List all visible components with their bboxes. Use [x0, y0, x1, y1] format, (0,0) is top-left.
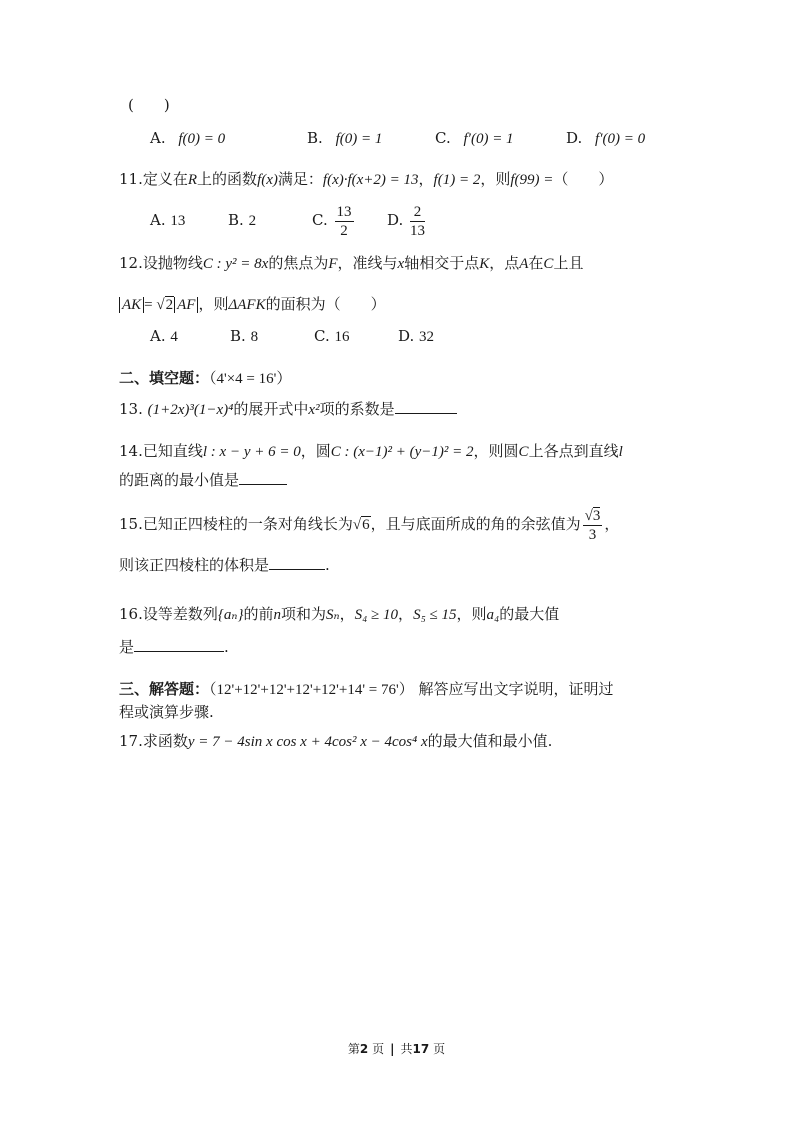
q12-stem: 12.设抛物线C : y² = 8x的焦点为F，准线与x轴相交于点K，点A在C上且 — [119, 254, 584, 272]
answer-blank[interactable] — [134, 637, 224, 652]
option-letter: B. — [307, 129, 323, 147]
abs-af: AF — [174, 297, 198, 313]
q15-stem-cont: 则该正四棱柱的体积是 . — [119, 556, 330, 574]
q10-option-a — [150, 128, 225, 149]
fraction-sqrt3-over-3: $\frac{√3}{3}$ — [584, 507, 601, 543]
q13-stem: 13. (1+2x)³(1−x)⁴的展开式中x²项的系数是 — [119, 399, 457, 420]
option-letter: C. — [435, 129, 451, 147]
abs-ak: AK — [119, 297, 144, 313]
q15-stem: 15.已知正四棱柱的一条对角线长为√6，且与底面所成的角的余弦值为 $\frac{√3}{3}$ ， — [119, 507, 620, 543]
option-expr: f(0) = 1 — [335, 131, 383, 147]
option-letter: D. — [566, 129, 583, 147]
page-number: 2 — [359, 1042, 369, 1056]
question-number: 16. — [119, 605, 143, 623]
q12-condition: AK = √2 AF ，则ΔAFK的面积为（ ） — [119, 294, 386, 315]
question-number: 12. — [119, 254, 143, 272]
section-solutions-desc: 程或演算步骤. — [119, 703, 214, 721]
fraction: $\frac{13}{2}$ — [336, 203, 352, 239]
q14-stem-cont: 的距离的最小值是 — [119, 470, 287, 490]
option-expr: f(0) = 0 — [178, 131, 226, 147]
answer-blank[interactable] — [239, 470, 287, 485]
section-fill-in-heading: 二、填空题：（4'×4 = 16'） — [119, 369, 292, 387]
q14-stem: 14.已知直线l : x − y + 6 = 0，圆C : (x−1)² + (y−1)² = 2，则圆C上各点到直线l — [119, 442, 623, 460]
q16-stem-cont: 是 . — [119, 638, 229, 656]
q11-option-b: B. 2 — [228, 211, 257, 229]
total-pages: 17 — [412, 1042, 430, 1056]
q12-option-c: C. 16 — [314, 327, 350, 345]
option-expr: f′(0) = 0 — [595, 131, 646, 147]
q16-stem: 16.设等差数列{aₙ}的前n项和为Sₙ，S₄ ≥ 10，S₅ ≤ 15，则a₄的最大值 — [119, 605, 560, 623]
answer-blank[interactable] — [395, 399, 457, 414]
sqrt-6: √6 — [352, 517, 370, 533]
q11-option-c: C. $\frac{13}{2}$ — [312, 203, 352, 239]
q11-option-a: A. 13 — [150, 211, 186, 229]
q10-option-d — [566, 128, 645, 149]
fraction: $\frac{2}{13}$ — [410, 203, 426, 239]
section-solutions-heading: 三、解答题：（12'+12'+12'+12'+12'+14' = 76'） 解答应写出文字说明，证明过 — [119, 680, 614, 698]
sqrt-2: √2 — [156, 297, 174, 313]
option-letter: A. — [150, 129, 166, 147]
q10-option-b — [307, 128, 382, 149]
option-expr: f′(0) = 1 — [463, 131, 514, 147]
q12-option-d: D. 32 — [398, 327, 435, 345]
question-number: 14. — [119, 442, 143, 460]
q11-stem: 11.定义在R上的函数f(x)满足：f(x)·f(x+2) = 13，f(1) = 2，则f(99) =（ ） — [119, 170, 614, 188]
q12-option-a: A. 4 — [150, 327, 178, 345]
q10-option-c — [435, 128, 514, 149]
q17-stem: 17.求函数y = 7 − 4sin x cos x + 4cos² x − 4cos⁴ x的最大值和最小值. — [119, 732, 553, 750]
question-number: 11. — [119, 170, 143, 188]
q10-answer-paren: ( ) — [128, 96, 170, 114]
q12-option-b: B. 8 — [230, 327, 259, 345]
q11-option-d: D. $\frac{2}{13}$ — [387, 203, 426, 239]
question-number: 15. — [119, 515, 143, 533]
answer-blank[interactable] — [269, 555, 325, 570]
question-number: 17. — [119, 732, 143, 750]
question-number: 13. — [119, 400, 143, 418]
page-footer: 第2 页 | 共17 页 — [347, 1042, 446, 1056]
